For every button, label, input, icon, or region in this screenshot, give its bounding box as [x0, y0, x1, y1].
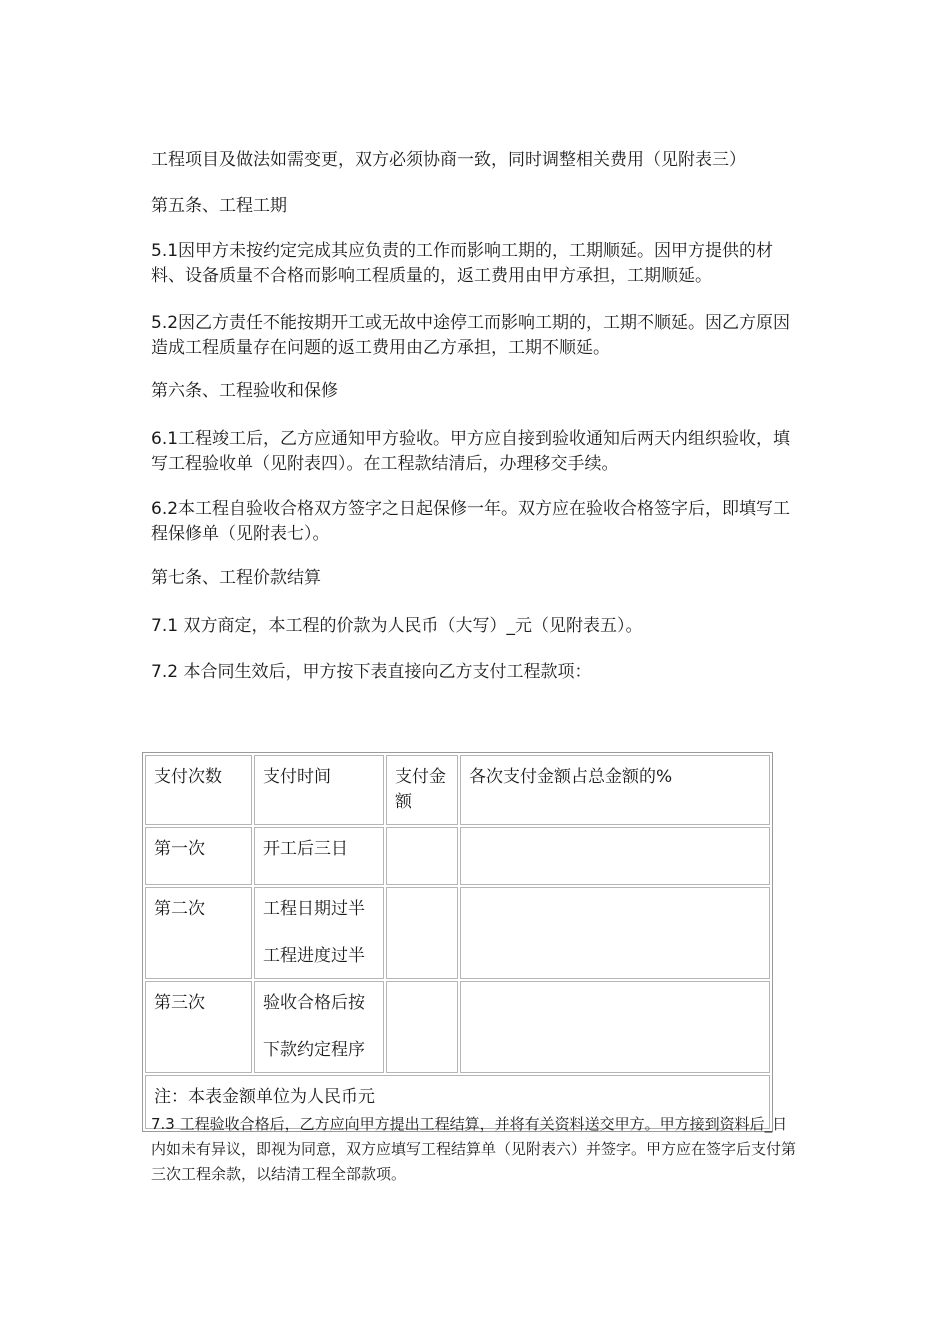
table-row [145, 827, 770, 885]
row-percent-cell [460, 981, 770, 1073]
paragraph-6-1: 6.1工程竣工后，乙方应通知甲方验收。甲方应自接到验收通知后两天内组织验收，填写工程验收单（见附表四）。在工程款结清后，办理移交手续。 [151, 429, 791, 474]
row-amount-cell [386, 887, 458, 979]
payment-schedule-table [142, 752, 773, 1132]
row-time-line-2: 下款约定程序 [263, 1040, 365, 1060]
row-percent-cell [460, 827, 770, 885]
heading-article-6: 第六条、工程验收和保修 [151, 381, 338, 401]
paragraph-5-2: 5.2因乙方责任不能按期开工或无故中途停工而影响工期的，工期不顺延。因乙方原因造成工程质量存在问题的返工费用由乙方承担，工期不顺延。 [151, 313, 791, 358]
row-count-cell: 第一次 [145, 827, 252, 885]
table-row [145, 887, 770, 979]
paragraph-change-clause: 工程项目及做法如需变更，双方必须协商一致，同时调整相关费用（见附表三） [151, 150, 746, 170]
row-time-line-1: 工程日期过半 [263, 899, 365, 919]
paragraph-7-1: 7.1 双方商定，本工程的价款为人民币（大写）_元（见附表五）。 [151, 616, 643, 636]
heading-article-7: 第七条、工程价款结算 [151, 568, 321, 588]
row-time-line-1: 验收合格后按 [263, 993, 365, 1013]
heading-article-5: 第五条、工程工期 [151, 196, 287, 216]
row-percent-cell [460, 887, 770, 979]
payment-schedule-table-wrapper [142, 752, 773, 1107]
row-time-cell [254, 887, 384, 979]
row-time-line-2: 工程进度过半 [263, 946, 365, 966]
row-time-line-1: 开工后三日 [263, 839, 348, 859]
table-row [145, 981, 770, 1073]
table-note: 注：本表金额单位为人民币元 [145, 1075, 770, 1129]
header-payment-percent: 各次支付金额占总金额的% [460, 755, 770, 825]
row-time-cell [254, 827, 384, 885]
paragraph-5-1: 5.1因甲方未按约定完成其应负责的工作而影响工期的，工期顺延。因甲方提供的材料、设备质量不合格而影响工程质量的，返工费用由甲方承担，工期顺延。 [151, 241, 774, 286]
header-payment-time: 支付时间 [254, 755, 384, 825]
paragraph-6-2: 6.2本工程自验收合格双方签字之日起保修一年。双方应在验收合格签字后，即填写工程保修单（见附表七）。 [151, 499, 791, 544]
row-amount-cell [386, 981, 458, 1073]
row-time-cell [254, 981, 384, 1073]
header-payment-amount: 支付金额 [386, 755, 458, 825]
table-header-row [145, 755, 770, 825]
header-payment-count: 支付次数 [145, 755, 252, 825]
row-amount-cell [386, 827, 458, 885]
paragraph-7-3: 7.3 工程验收合格后，乙方应向甲方提出工程结算，并将有关资料送交甲方。甲方接到资料后_日内如未有异议，即视为同意，双方应填写工程结算单（见附表六）并签字。甲方应在签字后支付第三次工程余款，以结清工程全部款项。 [151, 1115, 797, 1183]
row-count-cell: 第二次 [145, 887, 252, 979]
paragraph-7-2: 7.2 本合同生效后，甲方按下表直接向乙方支付工程款项： [151, 662, 592, 682]
row-count-cell: 第三次 [145, 981, 252, 1073]
